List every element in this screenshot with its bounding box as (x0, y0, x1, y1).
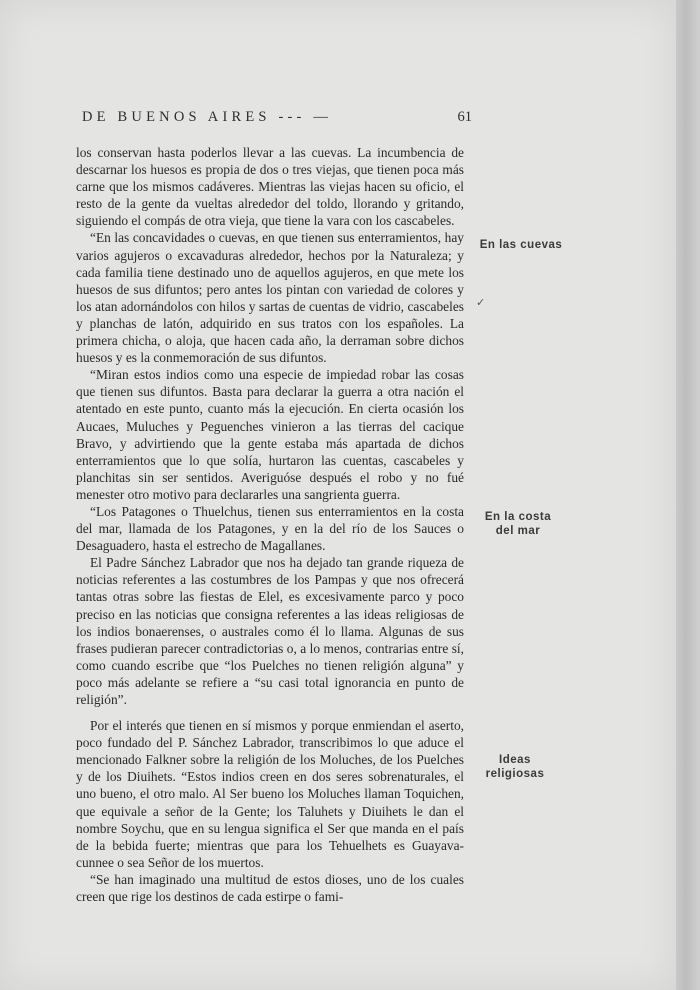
margin-note-cuevas: En las cuevas (479, 239, 563, 251)
paragraph: “Los Patagones o Thuelchus, tienen sus enterramientos en la costa del mar, llamada de los Patagones, y en la del río de los Sauces o Desaguadero, hasta el estrecho de Magallanes. (76, 503, 464, 554)
paragraph: Por el interés que tienen en sí mismos y porque enmiendan el aserto, poco fundado del P. Sánchez Labrador, transcribimos lo que aduce el mencionado Falkner sobre la religión de los Moluches, de los Puelches y de los Diuihets. “Estos indios creen en dos seres sobrenaturales, el uno bueno, el otro malo. Al Ser bueno los Moluches llaman Toquichen, que equivale a señor de la Gente; los Taluhets y Diuihets le dan el nombre Soychu, que en su lengua significa el Ser que manda en el país de la bebida fuerte; mientras que para los Tehuelhets es Guayava-cunnee o sea Señor de los muertos. (76, 718, 464, 870)
running-header (82, 109, 472, 126)
pencil-mark-icon: ✓ (476, 297, 486, 309)
body-text (76, 144, 464, 905)
paragraph: “En las concavidades o cuevas, en que tienen sus enterramientos, hay varios agujeros o excavaduras alrededor, hechos por la Naturaleza; y cada familia tiene destinado uno de aquellos agujeros, en que mete los huesos de sus difuntos; pero antes los pintan con variedad de colores y los atan adornándolos con hilos y sartas de cuentas de vidrio, cascabeles y planchas de latón, adquirido en sus tratos con los españoles. La primera chicha, o aloja, que hacen cada año, la derraman sobre dichos huesos y es la conmemoración de sus difuntos. (76, 230, 464, 366)
paragraph: los conservan hasta poderlos llevar a las cuevas. La incumbencia de descarnar los huesos es propia de dos o tres viejas, que tienen poca más carne que los mismos cadáveres. Mientras las viejas hacen su oficio, el resto de la gente da vueltas alrededor del toldo, llorando y gritando, siguiendo el compás de otra vieja, que tiene la vara con los cascabeles. (76, 145, 464, 229)
running-title: DE BUENOS AIRES --- — (82, 109, 333, 125)
page-edge (676, 0, 700, 990)
margin-note-costa: En la costa del mar (484, 511, 552, 537)
paragraph: “Miran estos indios como una especie de impiedad robar las cosas que tienen sus difuntos. Basta para declarar la guerra a otra nación el atentado en este punto, cuanto más la ejecución. En cierta ocasión los Aucaes, Muluches y Peguenches vinieron a las tierras del cacique Bravo, y advirtiendo que la gente estaba más apartada de dichos enterramientos que lo que solía, hurtaron las cuentas, cascabeles y planchitas sin ser sentidos. Averiguóse después el robo y no fué menester otro motivo para declararles una sangrienta guerra. (76, 367, 464, 502)
paragraph: “Se han imaginado una multitud de estos dioses, uno de los cuales creen que rige los destinos de cada estirpe o fami- (76, 871, 464, 905)
margin-note-ideas: Ideas religiosas (485, 754, 545, 780)
paragraph: El Padre Sánchez Labrador que nos ha dejado tan grande riqueza de noticias referentes a las costumbres de los Pampas y que nos ofrecerá tantas otras sobre las fiestas de Elel, es excesivamente parco y poco preciso en las noticias que consigna referentes a las ideas religiosas de los indios bonaerenses, o australes como él lo llama. Algunas de sus frases pudieran parecer contradictorias o, a lo menos, contrarias entre sí, como cuando escribe que “los Puelches no tienen religión alguna” y poco más adelante se refiere a “su casi total ignorancia en punto de religión”. (76, 555, 464, 707)
page-number: 61 (457, 109, 472, 125)
